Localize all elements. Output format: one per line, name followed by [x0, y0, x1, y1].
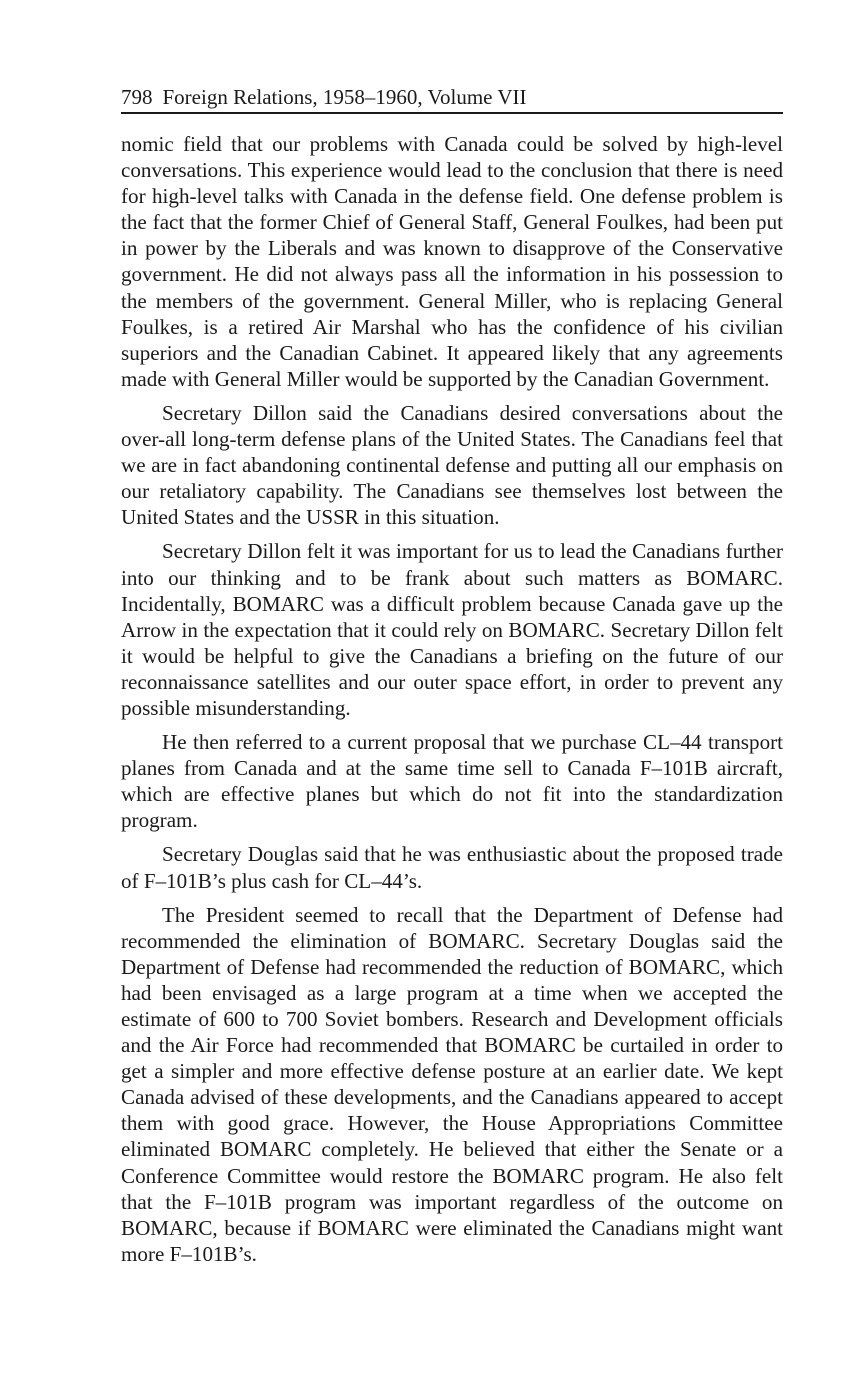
- running-title: Foreign Relations, 1958–1960, Volume VII: [162, 85, 527, 109]
- paragraph-continued: nomic field that our problems with Canada could be solved by high-level conversations. This experience would lead to the conclusion that there is need for high-level talks with Canada in the defense field. One defense problem is the fact that the former Chief of General Staff, General Foulkes, had been put in power by the Liberals and was known to disapprove of the Conservative government. He did not always pass all the information in his possession to the members of the government. General Miller, who is replacing General Foulkes, is a retired Air Marshal who has the confidence of his civilian superiors and the Canadian Cabinet. It appeared likely that any agreements made with General Miller would be supported by the Canadian Government.: [121, 132, 783, 391]
- page-number: 798: [121, 85, 153, 109]
- paragraph-cl44-proposal: He then referred to a current proposal that we purchase CL–44 transport planes from Canada and at the same time sell to Canada F–101B aircraft, which are effective planes but which do not fit into the standardization program.: [121, 730, 783, 833]
- paragraph-dillon-conversations: Secretary Dillon said the Canadians desired conversations about the over-all long-term defense plans of the United States. The Canadians feel that we are in fact abandoning continental defense and putting all our emphasis on our retaliatory capability. The Canadians see themselves lost between the United States and the USSR in this situation.: [121, 400, 783, 530]
- body-text: [121, 131, 783, 1267]
- running-header: [121, 84, 783, 114]
- paragraph-dillon-bomarc: Secretary Dillon felt it was important for us to lead the Canadians further into our thinking and to be frank about such matters as BOMARC. Incidentally, BOMARC was a difficult problem because Canada gave up the Arrow in the expectation that it could rely on BOMARC. Secretary Dillon felt it would be helpful to give the Canadians a briefing on the future of our reconnaissance satellites and our outer space effort, in order to prevent any possible misunderstanding.: [121, 539, 783, 720]
- paragraph-president-bomarc: The President seemed to recall that the Department of Defense had recommended the elimination of BOMARC. Secretary Douglas said the Department of Defense had recommended the reduction of BOMARC, which had been envisaged as a large program at a time when we accepted the estimate of 600 to 700 Soviet bombers. Research and Development officials and the Air Force had recommended that BOMARC be curtailed in order to get a simpler and more effective defense posture at an earlier date. We kept Canada advised of these developments, and the Canadians appeared to accept them with good grace. However, the House Appropriations Committee eliminated BOMARC completely. He believed that either the Senate or a Conference Committee would restore the BOMARC program. He also felt that the F–101B program was important regardless of the outcome on BOMARC, because if BOMARC were eliminated the Canadians might want more F–101B’s.: [121, 902, 783, 1266]
- document-page: [121, 84, 783, 1275]
- paragraph-douglas-trade: Secretary Douglas said that he was enthusiastic about the proposed trade of F–101B’s plus cash for CL–44’s.: [121, 842, 783, 893]
